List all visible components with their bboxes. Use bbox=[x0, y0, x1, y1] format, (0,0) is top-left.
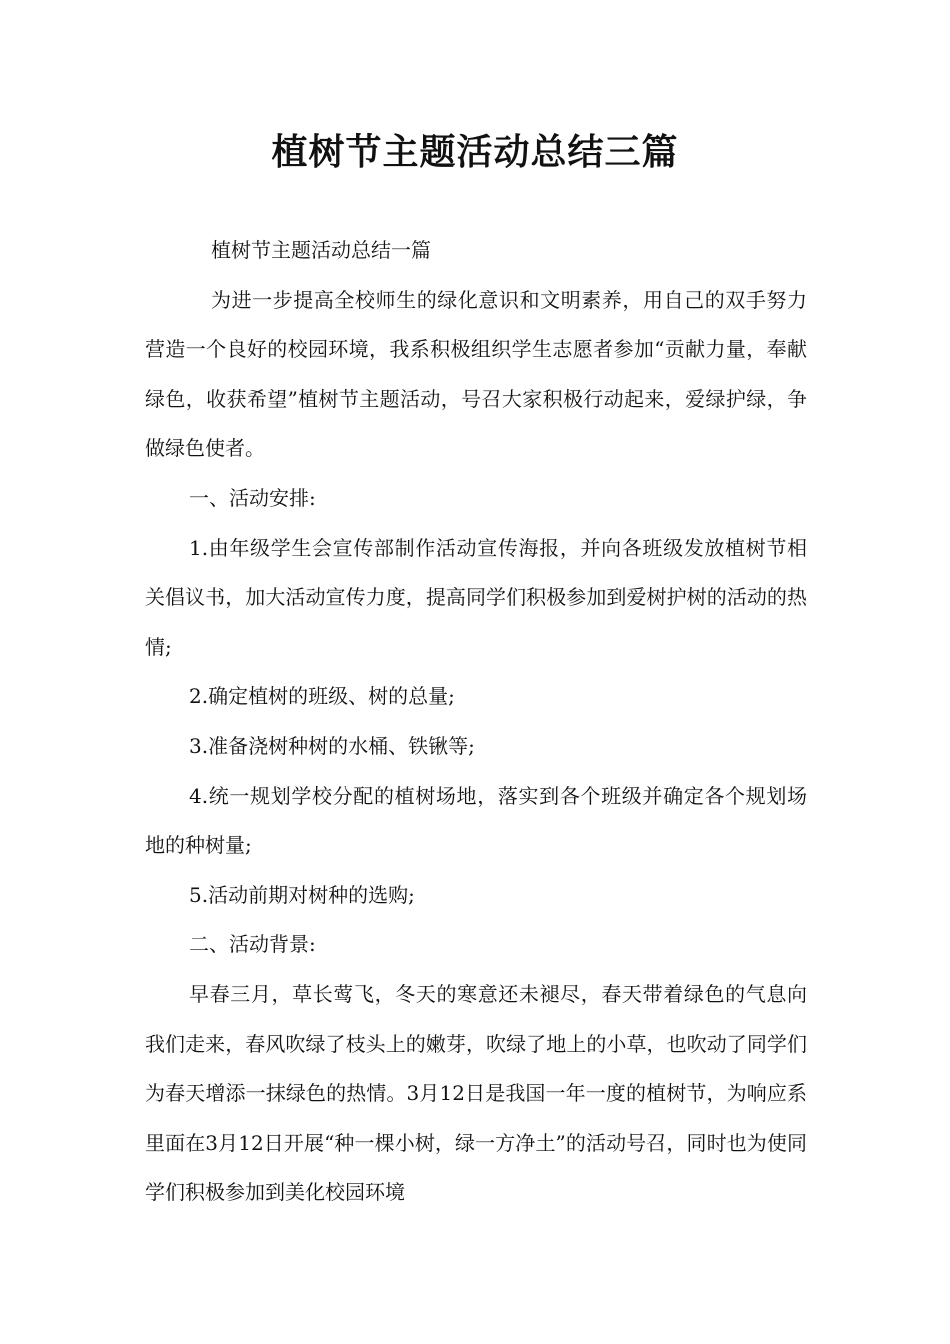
section-heading: 二、活动背景: bbox=[189, 932, 316, 957]
list-item: 5.活动前期对树种的选购; bbox=[189, 882, 415, 907]
section-heading: 一、活动安排: bbox=[189, 485, 316, 510]
list-item: 2.确定植树的班级、树的总量; bbox=[189, 684, 455, 709]
section-heading: 植树节主题活动总结一篇 bbox=[211, 238, 431, 262]
intro-paragraph: 为进一步提高全校师生的绿化意识和文明素养，用自己的双手努力营造一个良好的校园环境，我系积极组织学生志愿者参加“贡献力量，奉献绿色，收获希望”植树节主题活动，号召大家积极行动起来，爱绿护绿，争做绿色使者。 bbox=[145, 287, 807, 461]
document-title: 植树节主题活动总结三篇 bbox=[271, 132, 679, 173]
background-paragraph: 早春三月，草长莺飞，冬天的寒意还未褪尽，春天带着绿色的气息向我们走来，春风吹绿了枝头上的嫩芽，吹绿了地上的小草，也吹动了同学们为春天增添一抹绿色的热情。3月12日是我国一年一度的植树节，为响应系里面在3月12日开展“种一棵小树，绿一方净土”的活动号召，同时也为使同学们积极参加到美化校园环境 bbox=[145, 981, 807, 1205]
list-item: 4.统一规划学校分配的植树场地，落实到各个班级并确定各个规划场地的种树量; bbox=[145, 783, 807, 858]
list-item: 1.由年级学生会宣传部制作活动宣传海报，并向各班级发放植树节相关倡议书，加大活动宣传力度，提高同学们积极参加到爱树护树的活动的热情; bbox=[145, 535, 807, 659]
list-item: 3.准备浇树种树的水桶、铁锹等; bbox=[189, 733, 475, 758]
document-body bbox=[145, 226, 807, 1218]
